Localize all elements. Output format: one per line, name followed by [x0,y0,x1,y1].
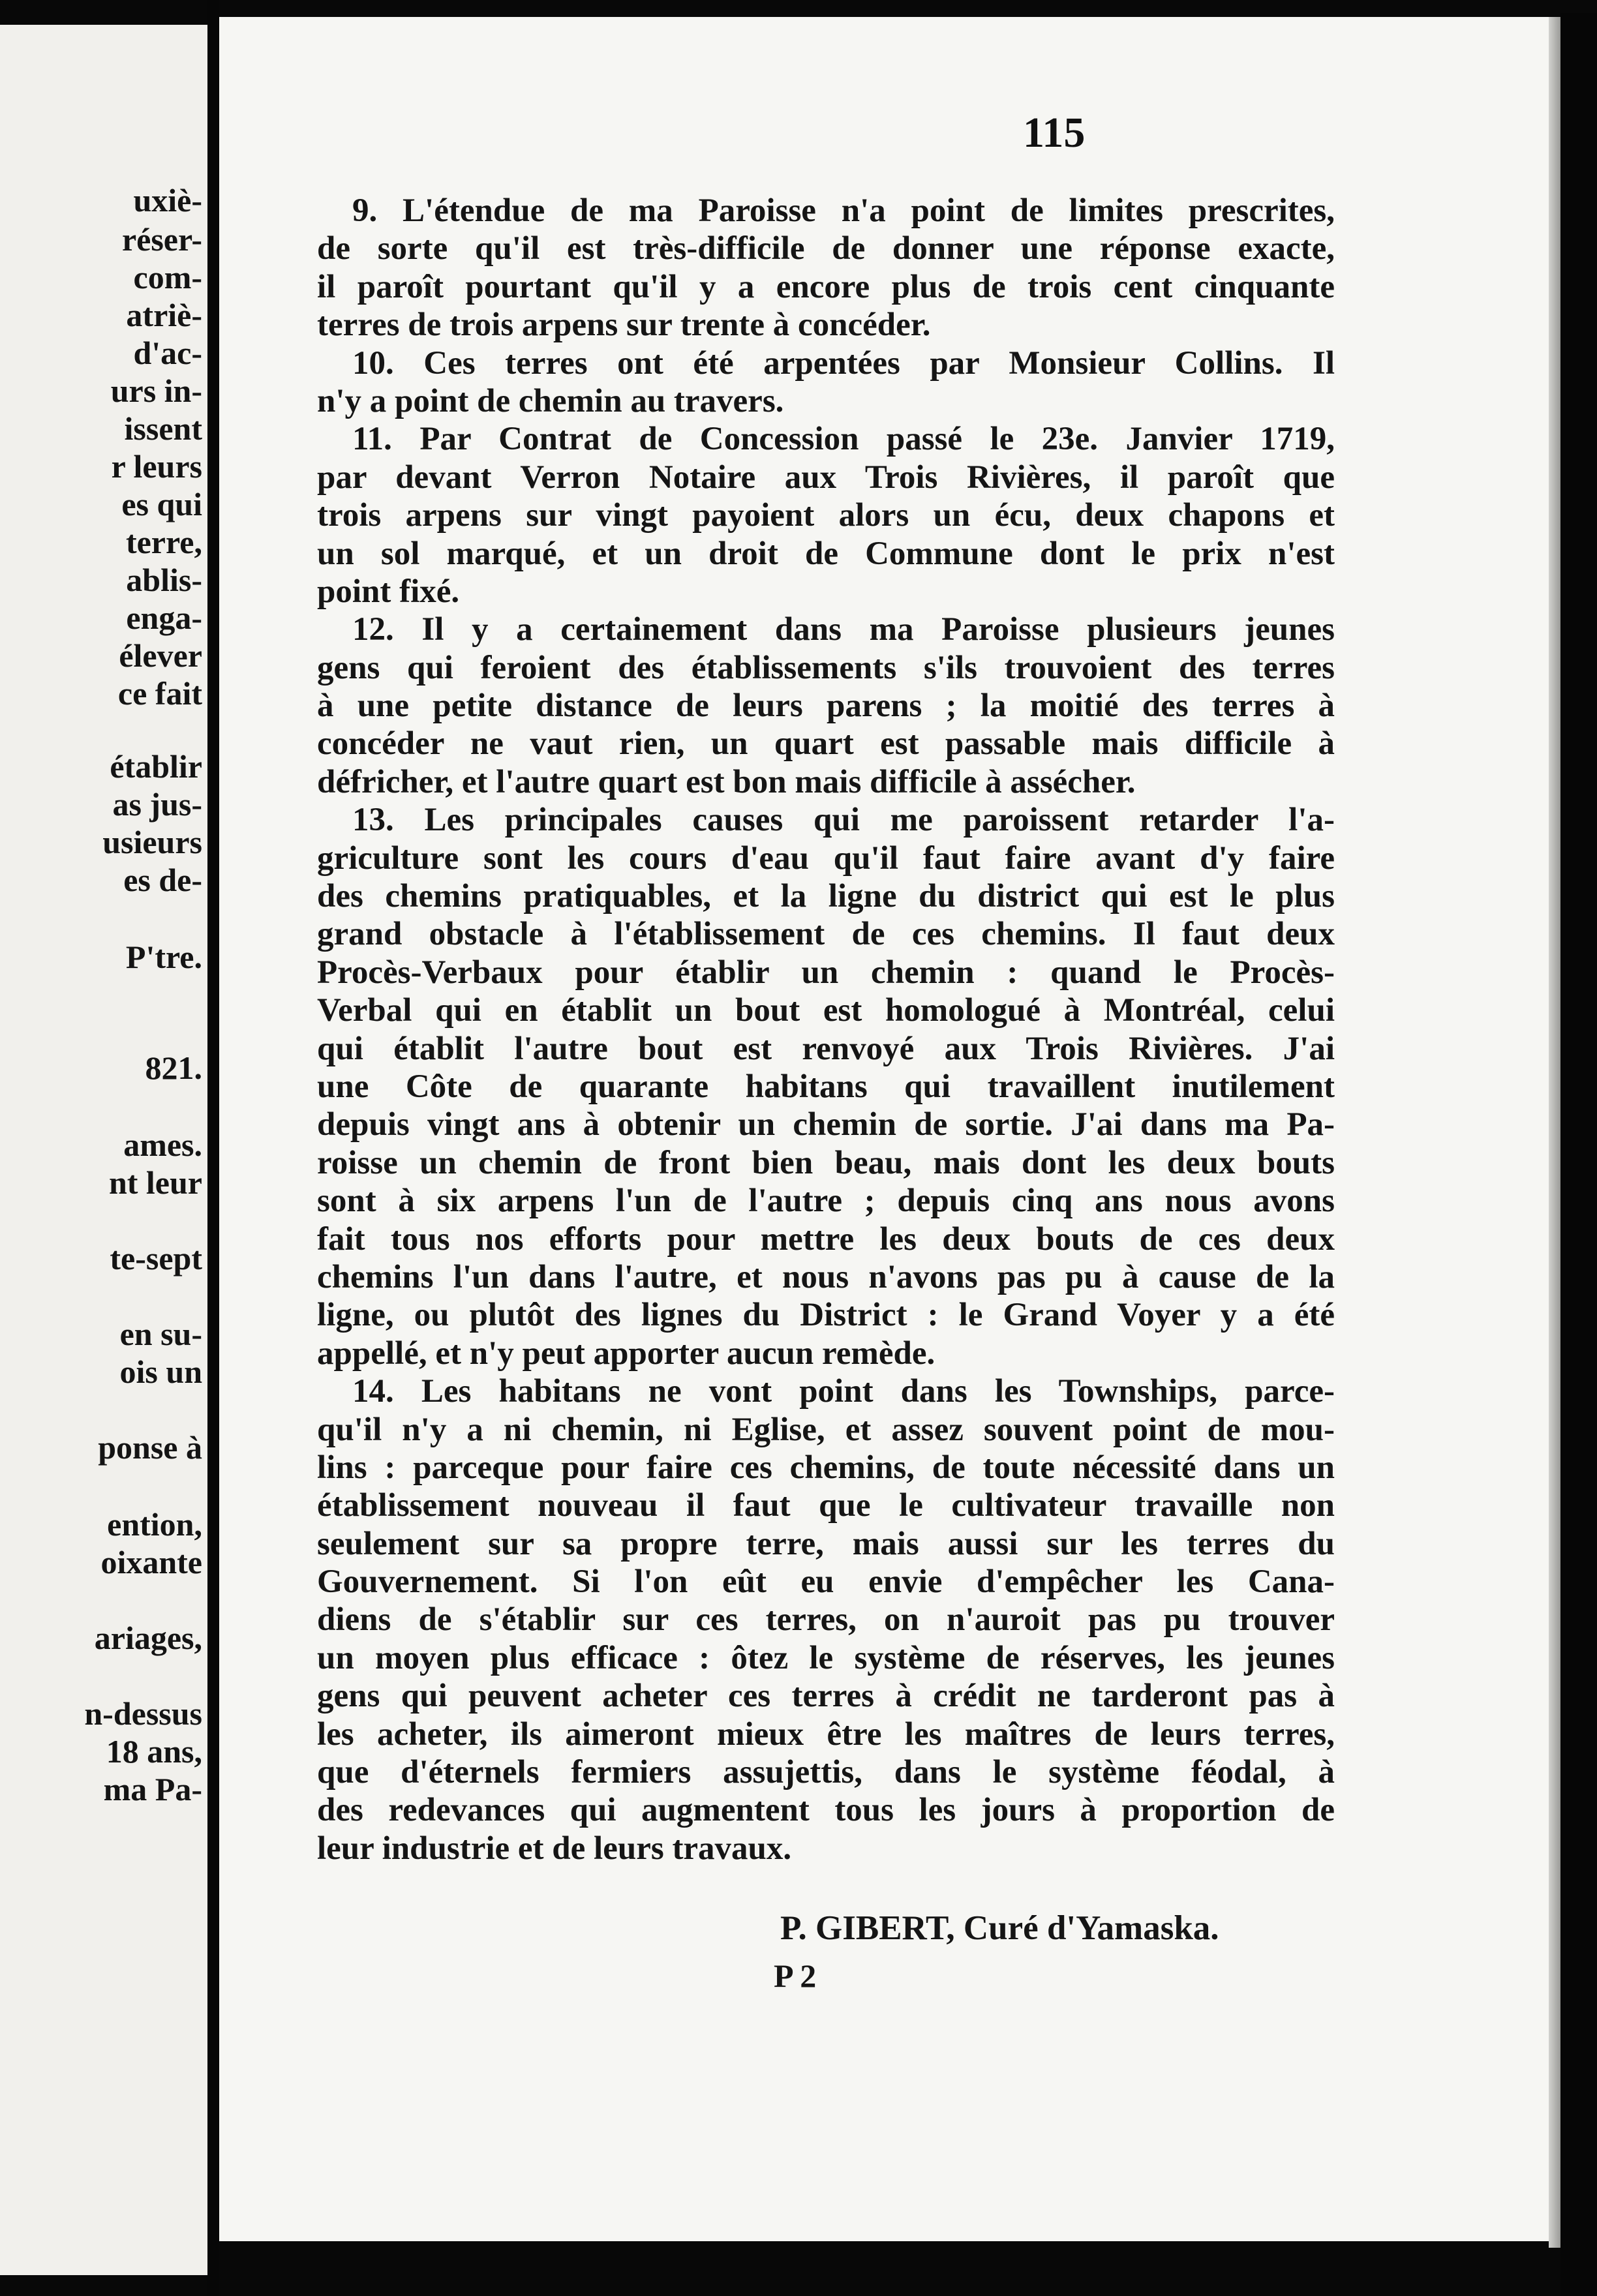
left-page-line: ois un [119,1353,202,1390]
left-page-line: d'ac- [133,335,202,371]
left-page-line: uxiè- [133,182,202,219]
left-page-line: usieurs [102,824,202,860]
left-page-fragment [0,25,207,2275]
page-number: 115 [1023,109,1086,157]
text-line: il paroît pourtant qu'il y a encore plus de trois cent cinquante [317,268,1335,305]
text-line: que d'éternels fermiers assujettis, dans le système féodal, à [317,1754,1335,1791]
text-line: de sorte qu'il est très-difficile de donner une réponse exacte, [317,230,1335,267]
text-line: 12. Il y a certainement dans ma Paroisse plusieurs jeunes [352,611,1335,648]
text-line: à une petite distance de leurs parens ; la moitié des terres à [317,687,1335,725]
text-line: défricher, et l'autre quart est bon mais difficile à assécher. [317,763,1136,800]
text-line: seulement sur sa propre terre, mais aussi sur les terres du [317,1525,1335,1562]
text-line: lins : parceque pour faire ces chemins, de toute nécessité dans un [317,1449,1335,1486]
main-text-block [317,192,1335,1867]
left-page-line: ariages, [94,1620,202,1656]
text-line: Procès-Verbaux pour établir un chemin : quand le Procès- [317,954,1335,991]
text-line: depuis vingt ans à obtenir un chemin de sortie. J'ai dans ma Pa- [317,1106,1335,1143]
text-line: 14. Les habitans ne vont point dans les Townships, parce- [352,1373,1335,1410]
text-line: établissement nouveau il faut que le cultivateur travaille non [317,1487,1335,1524]
text-line: Gouvernement. Si l'on eût eu envie d'empêcher les Cana- [317,1563,1335,1601]
left-page-line: en su- [119,1316,202,1352]
text-line: trois arpens sur vingt payoient alors un écu, deux chapons et [317,497,1335,534]
text-line: terres de trois arpens sur trente à concéder. [317,307,931,344]
text-line: gens qui feroient des établissements s'ils trouvoient des terres [317,649,1335,686]
left-page-line: es qui [121,486,202,522]
text-line: qui établit l'autre bout est renvoyé aux Trois Rivières. J'ai [317,1030,1335,1067]
text-line: 13. Les principales causes qui me paroissent retarder l'a- [352,802,1335,839]
text-line: ligne, ou plutôt des lignes du District : le Grand Voyer y a été [317,1297,1335,1334]
left-page-line: P'tre. [125,939,202,975]
left-page-line: ablis- [126,562,202,598]
text-line: un sol marqué, et un droit de Commune dont le prix n'est [317,535,1335,572]
signature: P. GIBERT, Curé d'Yamaska. [780,1909,1219,1947]
text-line: n'y a point de chemin au travers. [317,382,784,419]
left-page-line: élever [119,637,202,674]
text-line: une Côte de quarante habitans qui travaillent inutilement [317,1068,1335,1105]
page-edge [1549,17,1560,2248]
signature-mark: P 2 [774,1957,817,1994]
text-line: 11. Par Contrat de Concession passé le 23e. Janvier 1719, [352,421,1335,458]
left-page-line: ention, [107,1506,202,1543]
scan-border [1560,13,1597,2296]
left-page-line: es de- [123,862,202,898]
text-line: griculture sont les cours d'eau qu'il faut faire avant d'y faire [317,839,1335,877]
text-line: Verbal qui en établit un bout est homologué à Montréal, celui [317,992,1335,1029]
left-page-line: 821. [145,1050,202,1086]
text-line: diens de s'établir sur ces terres, on n'auroit pas pu trouver [317,1601,1335,1639]
text-line: 10. Ces terres ont été arpentées par Monsieur Collins. Il [352,344,1335,382]
left-page-line: as jus- [112,786,202,823]
left-page-line: oixante [100,1544,202,1580]
left-page-line: établir [110,748,202,785]
text-line: point fixé. [317,573,460,610]
left-page-line: 18 ans, [106,1733,202,1770]
left-page-line: r leurs [111,448,202,485]
text-line: roisse un chemin de front bien beau, mais dont les deux bouts [317,1144,1335,1181]
left-page-line: ma Pa- [103,1771,202,1807]
left-page-line: nt leur [108,1164,202,1201]
text-line: fait tous nos efforts pour mettre les deux bouts de ces deux [317,1220,1335,1258]
text-line: un moyen plus efficace : ôtez le système de réserves, les jeunes [317,1639,1335,1676]
text-line: qu'il n'y a ni chemin, ni Eglise, et assez souvent point de mou- [317,1411,1335,1448]
text-line: concéder ne vaut rien, un quart est passable mais difficile à [317,725,1335,763]
text-line: 9. L'étendue de ma Paroisse n'a point de limites prescrites, [352,192,1335,229]
text-line: par devant Verron Notaire aux Trois Rivières, il paroît que [317,459,1335,496]
text-line: leur industrie et de leurs travaux. [317,1830,792,1867]
right-page [219,17,1549,2241]
text-line: grand obstacle à l'établissement de ces chemins. Il faut deux [317,916,1335,953]
left-page-line: atriè- [126,297,202,333]
text-line: gens qui peuvent acheter ces terres à crédit ne tarderont pas à [317,1678,1335,1715]
left-page-line: issent [124,410,202,447]
text-line: des redevances qui augmentent tous les jours à proportion de [317,1792,1335,1829]
text-line: appellé, et n'y peut apporter aucun remède. [317,1335,935,1372]
left-page-line: ponse à [98,1429,202,1466]
left-page-line: réser- [121,221,202,258]
left-page-line: te-sept [110,1240,202,1276]
left-page-line: terre, [125,524,202,560]
book-gutter [207,0,219,2296]
text-line: des chemins pratiquables, et la ligne du district qui est le plus [317,878,1335,915]
left-page-line: enga- [126,599,202,636]
left-page-line: n-dessus [84,1695,202,1732]
left-page-line: urs in- [110,372,202,409]
text-line: sont à six arpens l'un de l'autre ; depuis cinq ans nous avons [317,1183,1335,1220]
left-page-line: ames. [123,1126,202,1163]
text-line: les acheter, ils aimeront mieux être les maîtres de leurs terres, [317,1715,1335,1753]
left-page-line: com- [133,259,202,295]
text-line: chemins l'un dans l'autre, et nous n'avons pas pu à cause de la [317,1258,1335,1295]
left-page-line: ce fait [117,675,202,712]
